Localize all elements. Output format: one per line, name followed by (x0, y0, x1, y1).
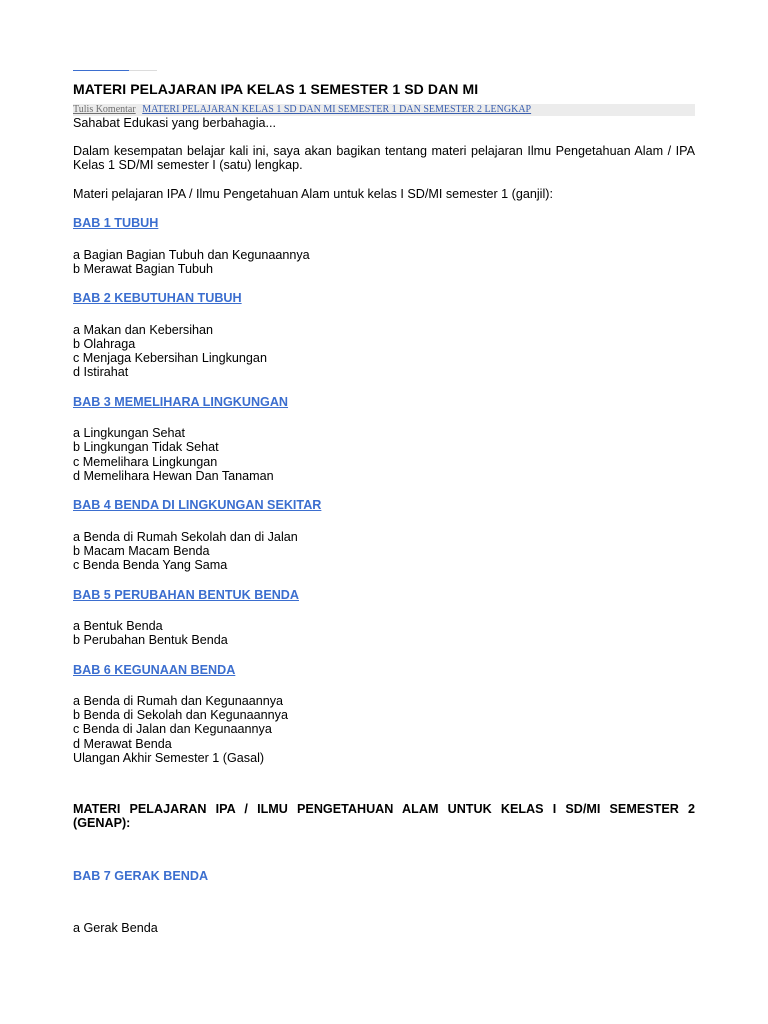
chapter-title-bab-2[interactable]: BAB 2 KEBUTUHAN TUBUH (73, 291, 242, 306)
list-item: c Menjaga Kebersihan Lingkungan (73, 351, 267, 366)
post-meta-bar (73, 104, 695, 116)
semester2-heading: MATERI PELAJARAN IPA / ILMU PENGETAHUAN ALAM UNTUK KELAS I SD/MI SEMESTER 2 (GENAP): (73, 802, 695, 831)
document-page (73, 60, 695, 935)
greeting-text: Sahabat Edukasi yang berbahagia... (73, 116, 277, 130)
list-item: b Lingkungan Tidak Sehat (73, 440, 219, 455)
list-item: c Benda di Jalan dan Kegunaannya (73, 722, 272, 737)
top-link-fade-underline (129, 60, 157, 71)
list-item: b Benda di Sekolah dan Kegunaannya (73, 708, 288, 723)
comment-link[interactable]: Tulis Komentar (73, 104, 136, 115)
page-title: MATERI PELAJARAN IPA KELAS 1 SEMESTER 1 SD DAN MI (73, 81, 479, 97)
list-item: a Lingkungan Sehat (73, 426, 186, 441)
chapter-title-bab-6[interactable]: BAB 6 KEGUNAAN BENDA (73, 662, 236, 677)
list-item: d Memelihara Hewan Dan Tanaman (73, 468, 274, 483)
list-item: a Bentuk Benda (73, 618, 163, 633)
list-item: c Memelihara Lingkungan (73, 454, 218, 469)
chapter-title-bab-7[interactable]: BAB 7 GERAK BENDA (73, 868, 209, 883)
list-item: b Macam Macam Benda (73, 543, 210, 558)
list-item: a Bagian Bagian Tubuh dan Kegunaannya (73, 247, 310, 262)
chapter-title-bab-1[interactable]: BAB 1 TUBUH (73, 216, 159, 231)
list-item: c Benda Benda Yang Sama (73, 558, 228, 573)
list-item: Ulangan Akhir Semester 1 (Gasal) (73, 750, 265, 765)
list-item: a Benda di Rumah Sekolah dan di Jalan (73, 529, 298, 544)
list-item: d Merawat Benda (73, 736, 172, 751)
chapter-title-bab-3[interactable]: BAB 3 MEMELIHARA LINGKUNGAN (73, 394, 289, 409)
list-item: a Makan dan Kebersihan (73, 322, 214, 337)
top-link-underline[interactable] (73, 60, 129, 71)
semester1-intro: Materi pelajaran IPA / Ilmu Pengetahuan Alam untuk kelas I SD/MI semester 1 (ganjil): (73, 186, 553, 201)
chapter-title-bab-5[interactable]: BAB 5 PERUBAHAN BENTUK BENDA (73, 587, 299, 602)
list-item: b Olahraga (73, 336, 136, 351)
intro-paragraph: Dalam kesempatan belajar kali ini, saya akan bagikan tentang materi pelajaran Ilmu Pengetahuan Alam / IPA Kelas 1 SD/MI semester I (satu) lengkap. (73, 144, 695, 173)
list-item: b Perubahan Bentuk Benda (73, 633, 228, 648)
top-link-area (73, 60, 695, 71)
list-item: d Istirahat (73, 365, 129, 380)
list-item: a Gerak Benda (73, 920, 158, 935)
list-item: a Benda di Rumah dan Kegunaannya (73, 694, 284, 709)
category-link[interactable]: MATERI PELAJARAN KELAS 1 SD DAN MI SEMESTER 1 DAN SEMESTER 2 LENGKAP (142, 104, 532, 115)
list-item: b Merawat Bagian Tubuh (73, 261, 214, 276)
chapter-title-bab-4[interactable]: BAB 4 BENDA DI LINGKUNGAN SEKITAR (73, 498, 322, 513)
